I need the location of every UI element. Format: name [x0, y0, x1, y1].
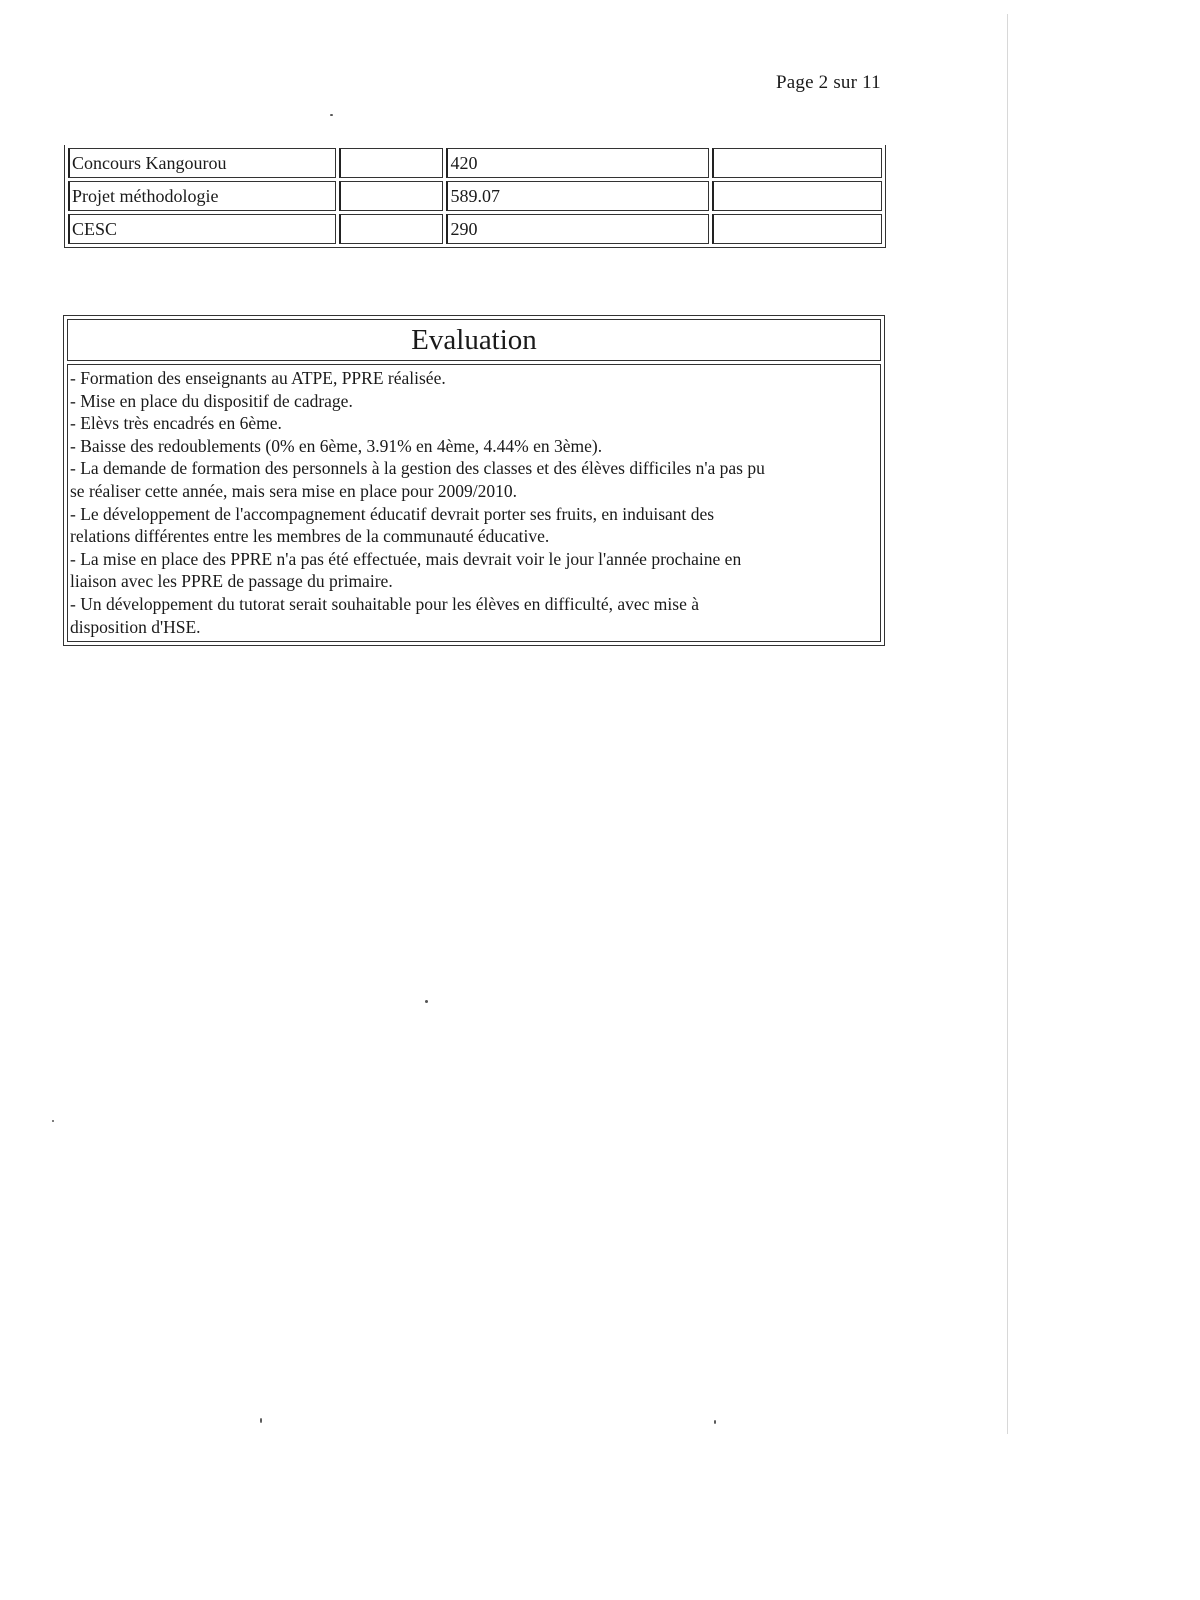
- table-row: [68, 148, 882, 178]
- row-col4: [712, 148, 882, 178]
- budget-table: [64, 145, 886, 248]
- row-col4: [712, 214, 882, 244]
- evaluation-line: - La demande de formation des personnels à la gestion des classes et des élèves difficiles n'a pas pu: [70, 458, 765, 479]
- evaluation-line: disposition d'HSE.: [70, 616, 201, 637]
- scan-speck: [260, 1418, 262, 1423]
- row-col2: [339, 148, 443, 178]
- table-row: [68, 181, 882, 211]
- row-label: Projet méthodologie: [68, 181, 336, 211]
- row-amount: 589.07: [446, 181, 708, 211]
- evaluation-line: - La mise en place des PPRE n'a pas été effectuée, mais devrait voir le jour l'année prochaine en: [70, 548, 742, 569]
- row-label: Concours Kangourou: [68, 148, 336, 178]
- evaluation-line: - Un développement du tutorat serait souhaitable pour les élèves en difficulté, avec mise à: [70, 593, 699, 614]
- scan-speck: [330, 114, 333, 116]
- scan-speck: [52, 1120, 54, 1122]
- row-amount: 290: [446, 214, 708, 244]
- evaluation-line: - Elèvs très encadrés en 6ème.: [70, 413, 282, 434]
- evaluation-line: - Mise en place du dispositif de cadrage.: [70, 390, 353, 411]
- row-label: CESC: [68, 214, 336, 244]
- row-col2: [339, 181, 443, 211]
- table-row: [68, 214, 882, 244]
- row-col2: [339, 214, 443, 244]
- scan-speck: [714, 1420, 716, 1424]
- row-amount: 420: [446, 148, 708, 178]
- evaluation-line: se réaliser cette année, mais sera mise en place pour 2009/2010.: [70, 480, 518, 501]
- page-number: Page 2 sur 11: [776, 72, 881, 93]
- evaluation-box: [63, 315, 885, 646]
- evaluation-line: liaison avec les PPRE de passage du primaire.: [70, 571, 393, 592]
- evaluation-line: - Formation des enseignants au ATPE, PPRE réalisée.: [70, 368, 446, 388]
- evaluation-body: [67, 364, 881, 642]
- evaluation-line: - Baisse des redoublements (0% en 6ème, 3.91% en 4ème, 4.44% en 3ème).: [70, 435, 603, 456]
- scan-speck: [425, 1000, 428, 1003]
- evaluation-line: relations différentes entre les membres de la communauté éducative.: [70, 526, 550, 547]
- evaluation-title: Evaluation: [67, 319, 881, 361]
- evaluation-line: - Le développement de l'accompagnement éducatif devrait porter ses fruits, en induisant des: [70, 503, 715, 524]
- row-col4: [712, 181, 882, 211]
- page-edge-line: [1007, 14, 1008, 1434]
